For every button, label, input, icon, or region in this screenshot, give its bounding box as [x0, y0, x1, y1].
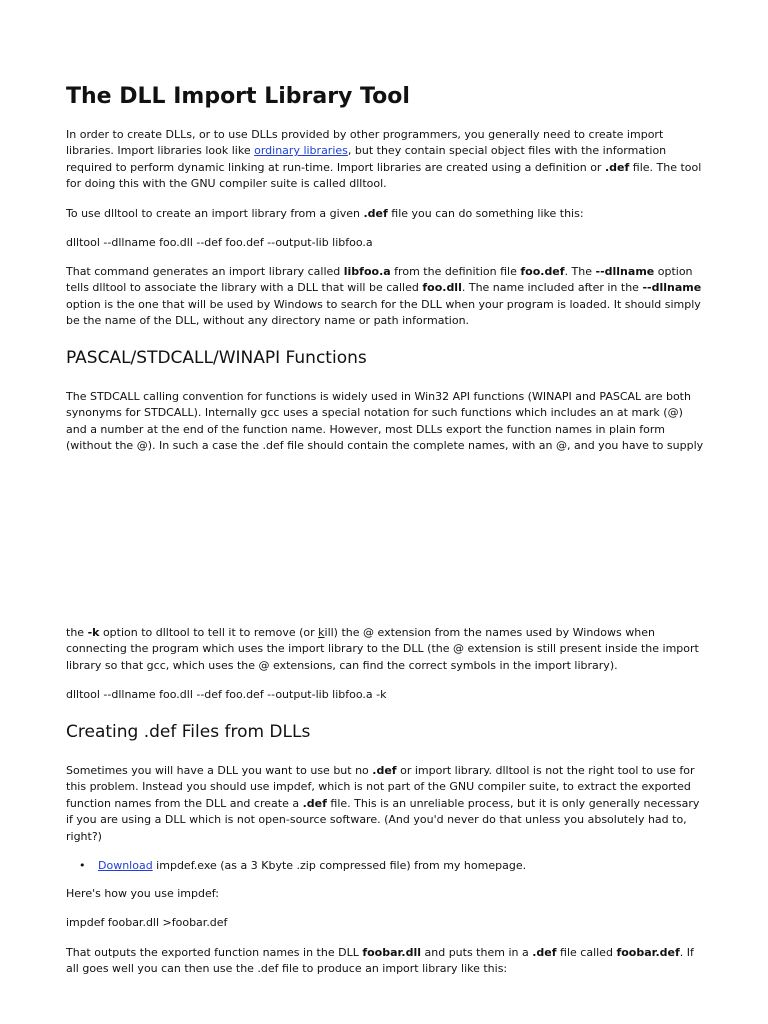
- k-option-text: option to dlltool to tell it to remove (or: [99, 626, 319, 639]
- explain-text: . The name included after in the: [461, 281, 643, 295]
- def-term: .def: [532, 946, 557, 959]
- explain-text: from the definition file: [390, 265, 521, 278]
- sometimes-paragraph: [66, 763, 706, 845]
- libfoo-term: libfoo.a: [343, 265, 391, 278]
- howto-paragraph: Here's how you use impdef:: [66, 887, 219, 900]
- dlltool-command: dlltool --dllname foo.dll --def foo.def --output-lib libfoo.a: [66, 236, 373, 249]
- usage-paragraph: [66, 206, 706, 222]
- page-title: The DLL Import Library Tool: [66, 84, 410, 109]
- explain-text: . The: [564, 265, 596, 278]
- kill-underline: k: [318, 626, 325, 639]
- dllname-term: --dllname: [642, 281, 702, 295]
- sometimes-text: Sometimes you will have a DLL you want to use but no: [66, 764, 373, 777]
- def-term: .def: [604, 160, 630, 174]
- outputs-paragraph: [66, 945, 706, 978]
- foodll-term: foo.dll: [422, 281, 462, 295]
- foobar-dll-term: foobar.dll: [362, 946, 421, 959]
- outputs-text: That outputs the exported function names in the DLL: [66, 946, 363, 959]
- download-link[interactable]: Download: [98, 859, 153, 872]
- outputs-text: file called: [556, 946, 617, 959]
- intro-text: In order to create DLLs, or to use DLLs provided by other programmers, you generally need to create import libraries. Import libraries look like: [66, 128, 664, 158]
- list-item: [66, 858, 526, 874]
- dlltool-k-command: dlltool --dllname foo.dll --def foo.def --output-lib libfoo.a -k: [66, 688, 387, 701]
- download-text: impdef.exe (as a 3 Kbyte .zip compressed file) from my homepage.: [152, 859, 527, 872]
- foobar-def-term: foobar.def: [616, 946, 680, 959]
- explain-text: option is the one that will be used by Windows to search for the DLL when your program is loaded. It should simply be the name of the DLL, without any directory name or path information.: [66, 297, 701, 328]
- k-option-term: -k: [87, 626, 100, 639]
- def-term: .def: [302, 796, 327, 810]
- impdef-command: impdef foobar.dll >foobar.def: [66, 916, 228, 929]
- ordinary-libraries-link[interactable]: ordinary libraries: [254, 144, 348, 158]
- foodef-term: foo.def: [520, 265, 565, 278]
- usage-text: To use dlltool to create an import library from a given: [66, 207, 364, 220]
- k-option-text: the: [66, 626, 88, 639]
- explain-text: That command generates an import library called: [66, 265, 344, 278]
- intro-paragraph: [66, 127, 706, 193]
- sometimes-text: or import library. dlltool is not the right tool to use for this problem. Instead you should use impdef, which is not part of the GNU compiler suite, to extract the exported function names from the DLL and create a: [66, 764, 695, 810]
- sometimes-text: file. This is an unreliable process, but it is only generally necessary if you are using a DLL which is not open-source software. (And you'd never do that unless you absolutely had to, right?): [66, 796, 700, 843]
- dllname-term: --dllname: [595, 265, 655, 278]
- section-heading-pascal: PASCAL/STDCALL/WINAPI Functions: [66, 348, 367, 368]
- intro-text: , but they contain special object files with the information required to perform dynamic linking at run-time. Import libraries are created using a definition or: [66, 144, 667, 174]
- download-list: [66, 858, 526, 874]
- outputs-text: . If all goes well you can then use the .def file to produce an import library like this:: [66, 946, 694, 976]
- k-option-text: ill) the @ extension from the names used by Windows when connecting the program which uses the import library to the DLL (the @ extension is still present inside the import library so that gcc, which uses the @ extensions, can find the correct symbols in the import library).: [66, 626, 699, 672]
- stdcall-paragraph: The STDCALL calling convention for functions is widely used in Win32 API functions (WINAPI and PASCAL are both synonyms for STDCALL). Internally gcc uses a special notation for such functions which includes an at mark (@) and a number at the end of the function name. However, most DLLs export the function names in plain form (without the @). In such a case the .def file should contain the complete names, with an @, and you have to supply: [66, 390, 704, 453]
- explain-paragraph: [66, 264, 706, 330]
- outputs-text: and puts them in a: [421, 946, 533, 959]
- explain-text: option tells dlltool to associate the library with a DLL that will be called: [66, 265, 693, 295]
- def-term: .def: [363, 207, 388, 220]
- k-option-paragraph: [66, 625, 706, 674]
- bullet-icon: •: [79, 859, 86, 872]
- section-heading-def: Creating .def Files from DLLs: [66, 722, 311, 742]
- def-term: .def: [372, 764, 397, 777]
- intro-text: file. The tool for doing this with the GNU compiler suite is called dlltool.: [66, 160, 702, 191]
- usage-text: file you can do something like this:: [387, 207, 584, 220]
